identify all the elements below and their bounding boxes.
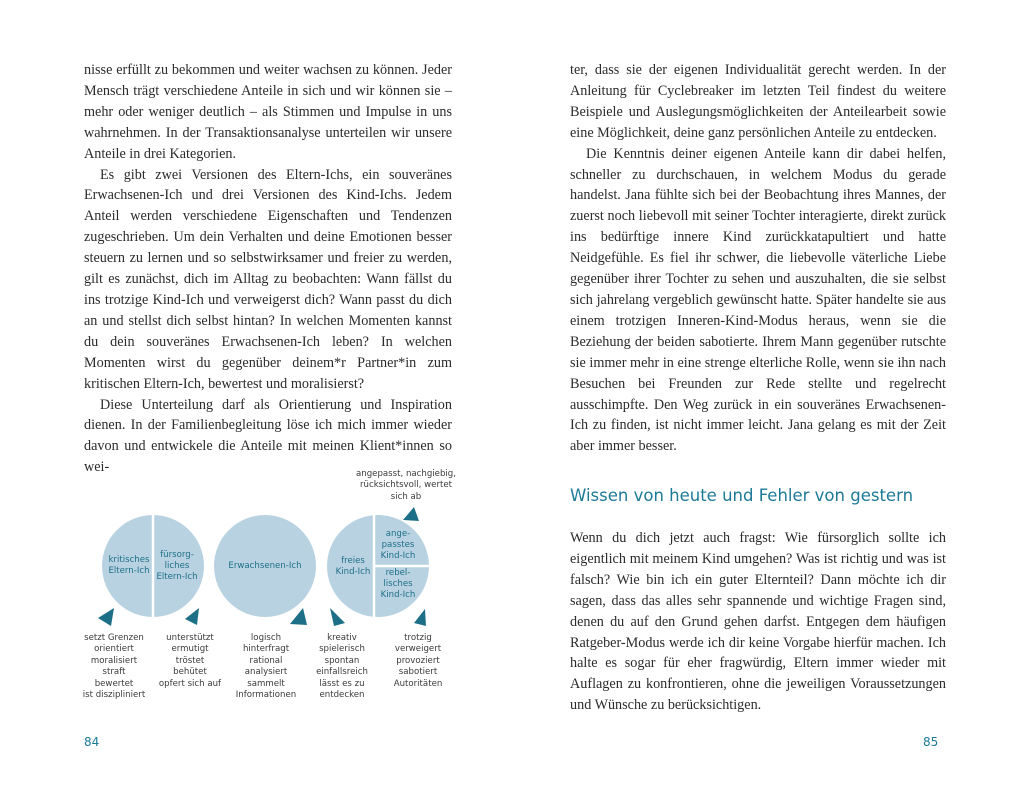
trait: tröstet	[175, 655, 205, 666]
label-line: Eltern-Ich	[108, 565, 150, 576]
trait: spielerisch	[319, 644, 365, 655]
paragraph: Die Kenntnis deiner eigenen Anteile kann dir dabei helfen, schneller zu durchschauen, in welchem Modus du gerade handelst. Jana fühlte sich bei der Beobachtung ihres Mannes, der zuerst noch liebevoll mit seiner Tochter interagierte, direkt zurück ins bedürftige innere Kind zurückkatapultiert und hatte Neidgefühle. Es fiel ihr schwer, die liebevolle väterliche Liebe gegenüber ihrer Tochter zu sehen und auszuhalten, die sie selbst sich jahrelang vergeblich gewünscht hatte. Später handelte sie aus einem trotzigen Inneren-Kind-Modus heraus, wenn sie die Beziehung der beiden sabotierte. Ihrem Mann gegenüber rutschte sie immer mehr in eine strenge elterliche Rolle, wenn sie ihn nach Besuchen bei Freunden zur Rede stellte und regelrecht ausschimpfte. Den Weg zurück in ein souveränes Erwachsenen-Ich zu finden, ist nicht immer leicht. Jana gelang es mit der Zeit aber immer besser.	[570, 145, 946, 455]
trait: trotzig	[404, 633, 432, 643]
trait: ermutigt	[171, 644, 209, 655]
right-body-text	[570, 60, 946, 457]
label-freies-kind-ich	[330, 556, 376, 578]
trait: Autoritäten	[393, 678, 443, 689]
note-line: angepasst, nachgiebig,	[355, 469, 456, 479]
trait: kreativ	[327, 633, 357, 643]
label-line: rebel-	[385, 568, 411, 578]
trait: analysiert	[244, 667, 288, 678]
trait: unterstützt	[166, 633, 214, 643]
label-line: passtes	[381, 539, 415, 550]
note-line: rücksichtsvoll, wertet	[359, 480, 453, 491]
label-line: fürsorg-	[160, 550, 194, 560]
page-number: 85	[923, 735, 939, 749]
trait: logisch	[250, 633, 282, 643]
trait: moralisiert	[90, 655, 138, 666]
trait: Informationen	[235, 690, 297, 701]
top-note	[344, 469, 468, 503]
right-body-text-after	[570, 528, 946, 716]
arrow-icon	[414, 609, 426, 626]
label-line: Kind-Ich	[335, 566, 371, 577]
paragraph: nisse erfüllt zu bekommen und weiter wachsen zu können. Jeder Mensch trägt verschiedene Anteile in sich und wir können sie – mehr oder weniger deutlich – als Stimmen und Impulse in uns wahrnehmen. In der Transaktionsanalyse unterteilen wir unsere Anteile in drei Kategorien.	[84, 62, 452, 162]
arrow-icon	[185, 608, 199, 625]
label-erwachsenen-ich	[220, 561, 310, 572]
trait: einfallsreich	[316, 667, 368, 678]
trait: behütet	[173, 667, 207, 678]
page-number: 84	[84, 735, 100, 749]
trait: verweigert	[394, 644, 442, 655]
trait: entdecken	[319, 690, 365, 701]
label-fuersorgliches-eltern-ich	[154, 550, 200, 582]
label-line: ange-	[385, 529, 411, 539]
label-kritisches-eltern-ich	[104, 555, 154, 577]
trait: ist diszipliniert	[82, 690, 146, 701]
trait: straft	[102, 667, 126, 678]
left-body-text	[84, 60, 452, 478]
traits-frei	[304, 633, 380, 701]
trait: hinterfragt	[242, 644, 290, 655]
traits-erwachsen	[228, 633, 304, 701]
paragraph: ter, dass sie der eigenen Individualität gerecht werden. In der Anleitung für Cyclebreaker im letzten Teil findest du weitere Beispiele und Auslegungsmöglichkeiten der Anteilearbeit sowie eine Möglichkeit, deine ganz persönlichen Anteile zu entdecken.	[570, 62, 946, 141]
label-line: lisches	[383, 578, 413, 589]
paragraph: Wenn du dich jetzt auch fragst: Wie fürsorglich sollte ich eigentlich mit meinem Kind umgehen? Was ist richtig und was ist falsch? Wie bin ich ein guter Elternteil? Dann möchte ich dir sagen, dass das alles sehr spannende und wichtige Fragen sind, denen du auf den Grund gehen darfst. Entgegen dem häufigen Ratgeber-Modus werde ich dir keine Vorgabe hierfür machen. Ich halte es sogar für eher fragwürdig, Eltern immer wieder mit Auflagen zu konfrontieren, ohne die jeweiligen Voraussetzungen und Wünsche zu berücksichtigen.	[570, 530, 946, 714]
trait: sabotiert	[398, 667, 438, 678]
arrow-icon	[330, 608, 345, 626]
arrow-icon	[290, 608, 307, 625]
arrow-icon	[98, 608, 114, 626]
label-line: kritisches	[108, 555, 150, 565]
trait: setzt Grenzen	[84, 633, 144, 643]
trait: lässt es zu	[319, 678, 365, 689]
label-line: Kind-Ich	[380, 550, 416, 561]
trait: spontan	[324, 655, 360, 666]
arrow-icon	[403, 507, 419, 521]
trait: opfert sich auf	[158, 678, 222, 689]
paragraph: Es gibt zwei Versionen des Eltern-Ichs, ein souveränes Erwachsenen-Ich und drei Versionen des Kind-Ichs. Jedem Anteil werden verschiedene Eigenschaften und Tendenzen zugeschrieben. Um dein Verhalten und deine Emotionen besser steuern zu lernen und so selbstwirksamer und freier zu werden, gilt es zunächst, dich im Alltag zu beobachten: Wann fällst du ins trotzige Kind-Ich und verweigerst dich? Wann passt du dich an und stellst dich selbst hintan? In welchen Momenten kannst du dein souveränes Erwachsenen-Ich leben? In welchen Momenten wirst du gegenüber deinem*r Partner*in zum kritischen Eltern-Ich, bewertest und moralisierst?	[84, 166, 452, 392]
trait: provoziert	[396, 655, 440, 666]
label-line: Eltern-Ich	[156, 571, 198, 582]
trait: sammelt	[247, 678, 285, 689]
note-line: sich ab	[390, 491, 422, 502]
right-page	[510, 0, 1020, 812]
ego-states-diagram	[0, 455, 510, 715]
trait: bewertet	[94, 678, 134, 689]
traits-rebellisch	[380, 633, 456, 690]
label-line: Erwachsenen-Ich	[228, 561, 302, 571]
label-line: freies	[341, 556, 365, 566]
label-rebellisches-kind-ich	[376, 568, 420, 600]
paragraph: Diese Unterteilung darf als Orientierung und Inspiration dienen. In der Familienbegleitung löse ich mich immer wieder davon und entwickele die Anteile mit meinen Klient*innen so wei-	[84, 396, 452, 476]
label-line: Kind-Ich	[380, 589, 416, 600]
label-angepasstes-kind-ich	[376, 529, 420, 561]
traits-kritisch	[76, 633, 152, 701]
section-heading: Wissen von heute und Fehler von gestern	[570, 486, 914, 505]
trait: orientiert	[94, 644, 134, 655]
label-line: liches	[164, 560, 190, 571]
traits-fuersorglich	[152, 633, 228, 690]
trait: rational	[249, 655, 283, 666]
